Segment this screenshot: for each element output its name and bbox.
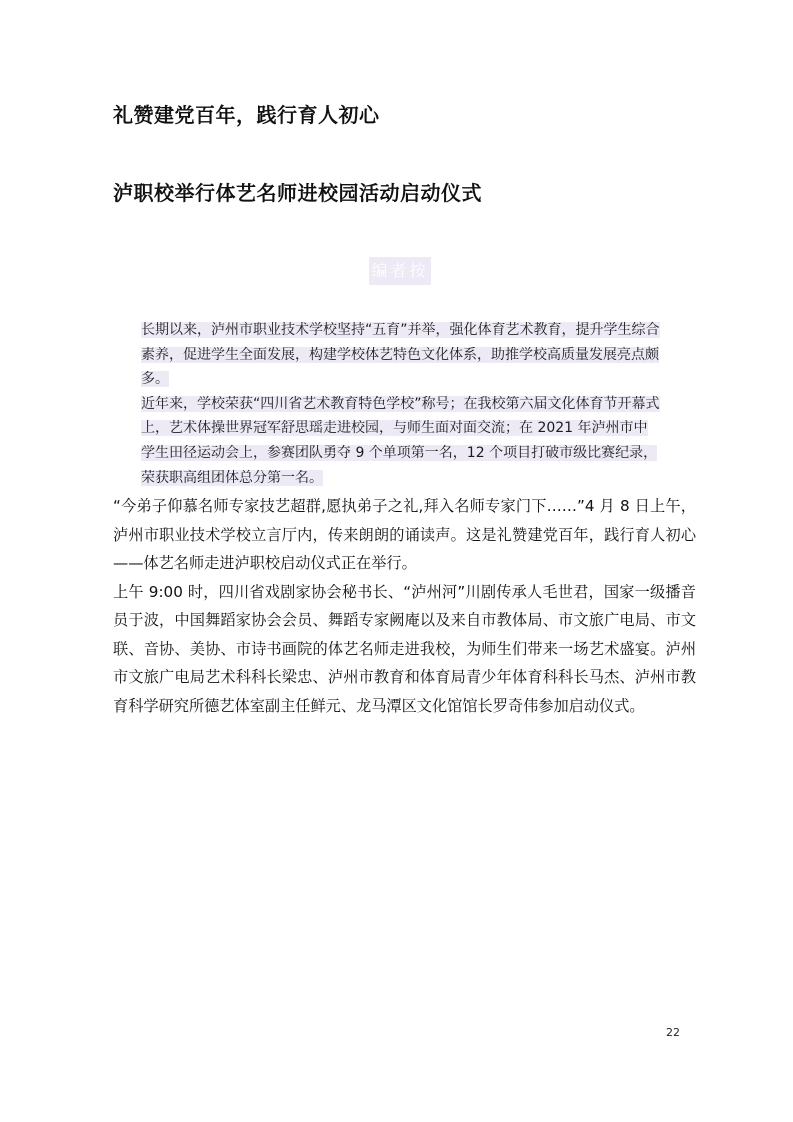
- editor-note-paragraph: [141, 392, 661, 490]
- editor-note-badge: 编者按: [369, 257, 431, 285]
- article-subtitle: 泸职校举行体艺名师进校园活动启动仪式: [113, 181, 482, 205]
- editor-note-paragraph: [141, 318, 661, 392]
- page-number: 22: [666, 1026, 680, 1039]
- page-title: 礼赞建党百年，践行育人初心: [113, 103, 380, 127]
- body-paragraph-2: 上午 9:00 时，四川省戏剧家协会秘书长、“泸州河”川剧传承人毛世君，国家一级播音员于波，中国舞蹈家协会会员、舞蹈专家阙庵以及来自市教体局、市文旅广电局、市文联、音协、美协、市诗书画院的体艺名师走进我校，为师生们带来一场艺术盛宴。泸州市文旅广电局艺术科科长梁忠、泸州市教育和体育局青少年体育科科长马杰、泸州市教育科学研究所德艺体室副主任鲜元、龙马潭区文化馆馆长罗奇伟参加启动仪式。: [113, 582, 696, 715]
- editor-note-text-2: 近年来，学校荣获“四川省艺术教育特色学校”称号；在我校第六届文化体育节开幕式上，艺术体操世界冠军舒思瑶走进校园，与师生面对面交流；在 2021 年泸州市中学生田径运动会上，参赛团队勇夺 9 个单项第一名，12 个项目打破市级比赛纪录，荣获职高组团体总分第一名。: [141, 395, 660, 486]
- article-body: [113, 492, 696, 720]
- editor-note-text-1: 长期以来，泸州市职业技术学校坚持“五育”并举，强化体育艺术教育，提升学生综合素养，促进学生全面发展，构建学校体艺特色文化体系，助推学校高质量发展亮点颇多。: [141, 322, 660, 388]
- body-paragraph-1: “今弟子仰慕名师专家技艺超群,愿执弟子之礼,拜入名师专家门下……”4 月 8 日上午，泸州市职业技术学校立言厅内，传来朗朗的诵读声。这是礼赞建党百年，践行育人初心——体艺名师走进泸职校启动仪式正在举行。: [113, 497, 696, 572]
- editor-note: [141, 318, 661, 490]
